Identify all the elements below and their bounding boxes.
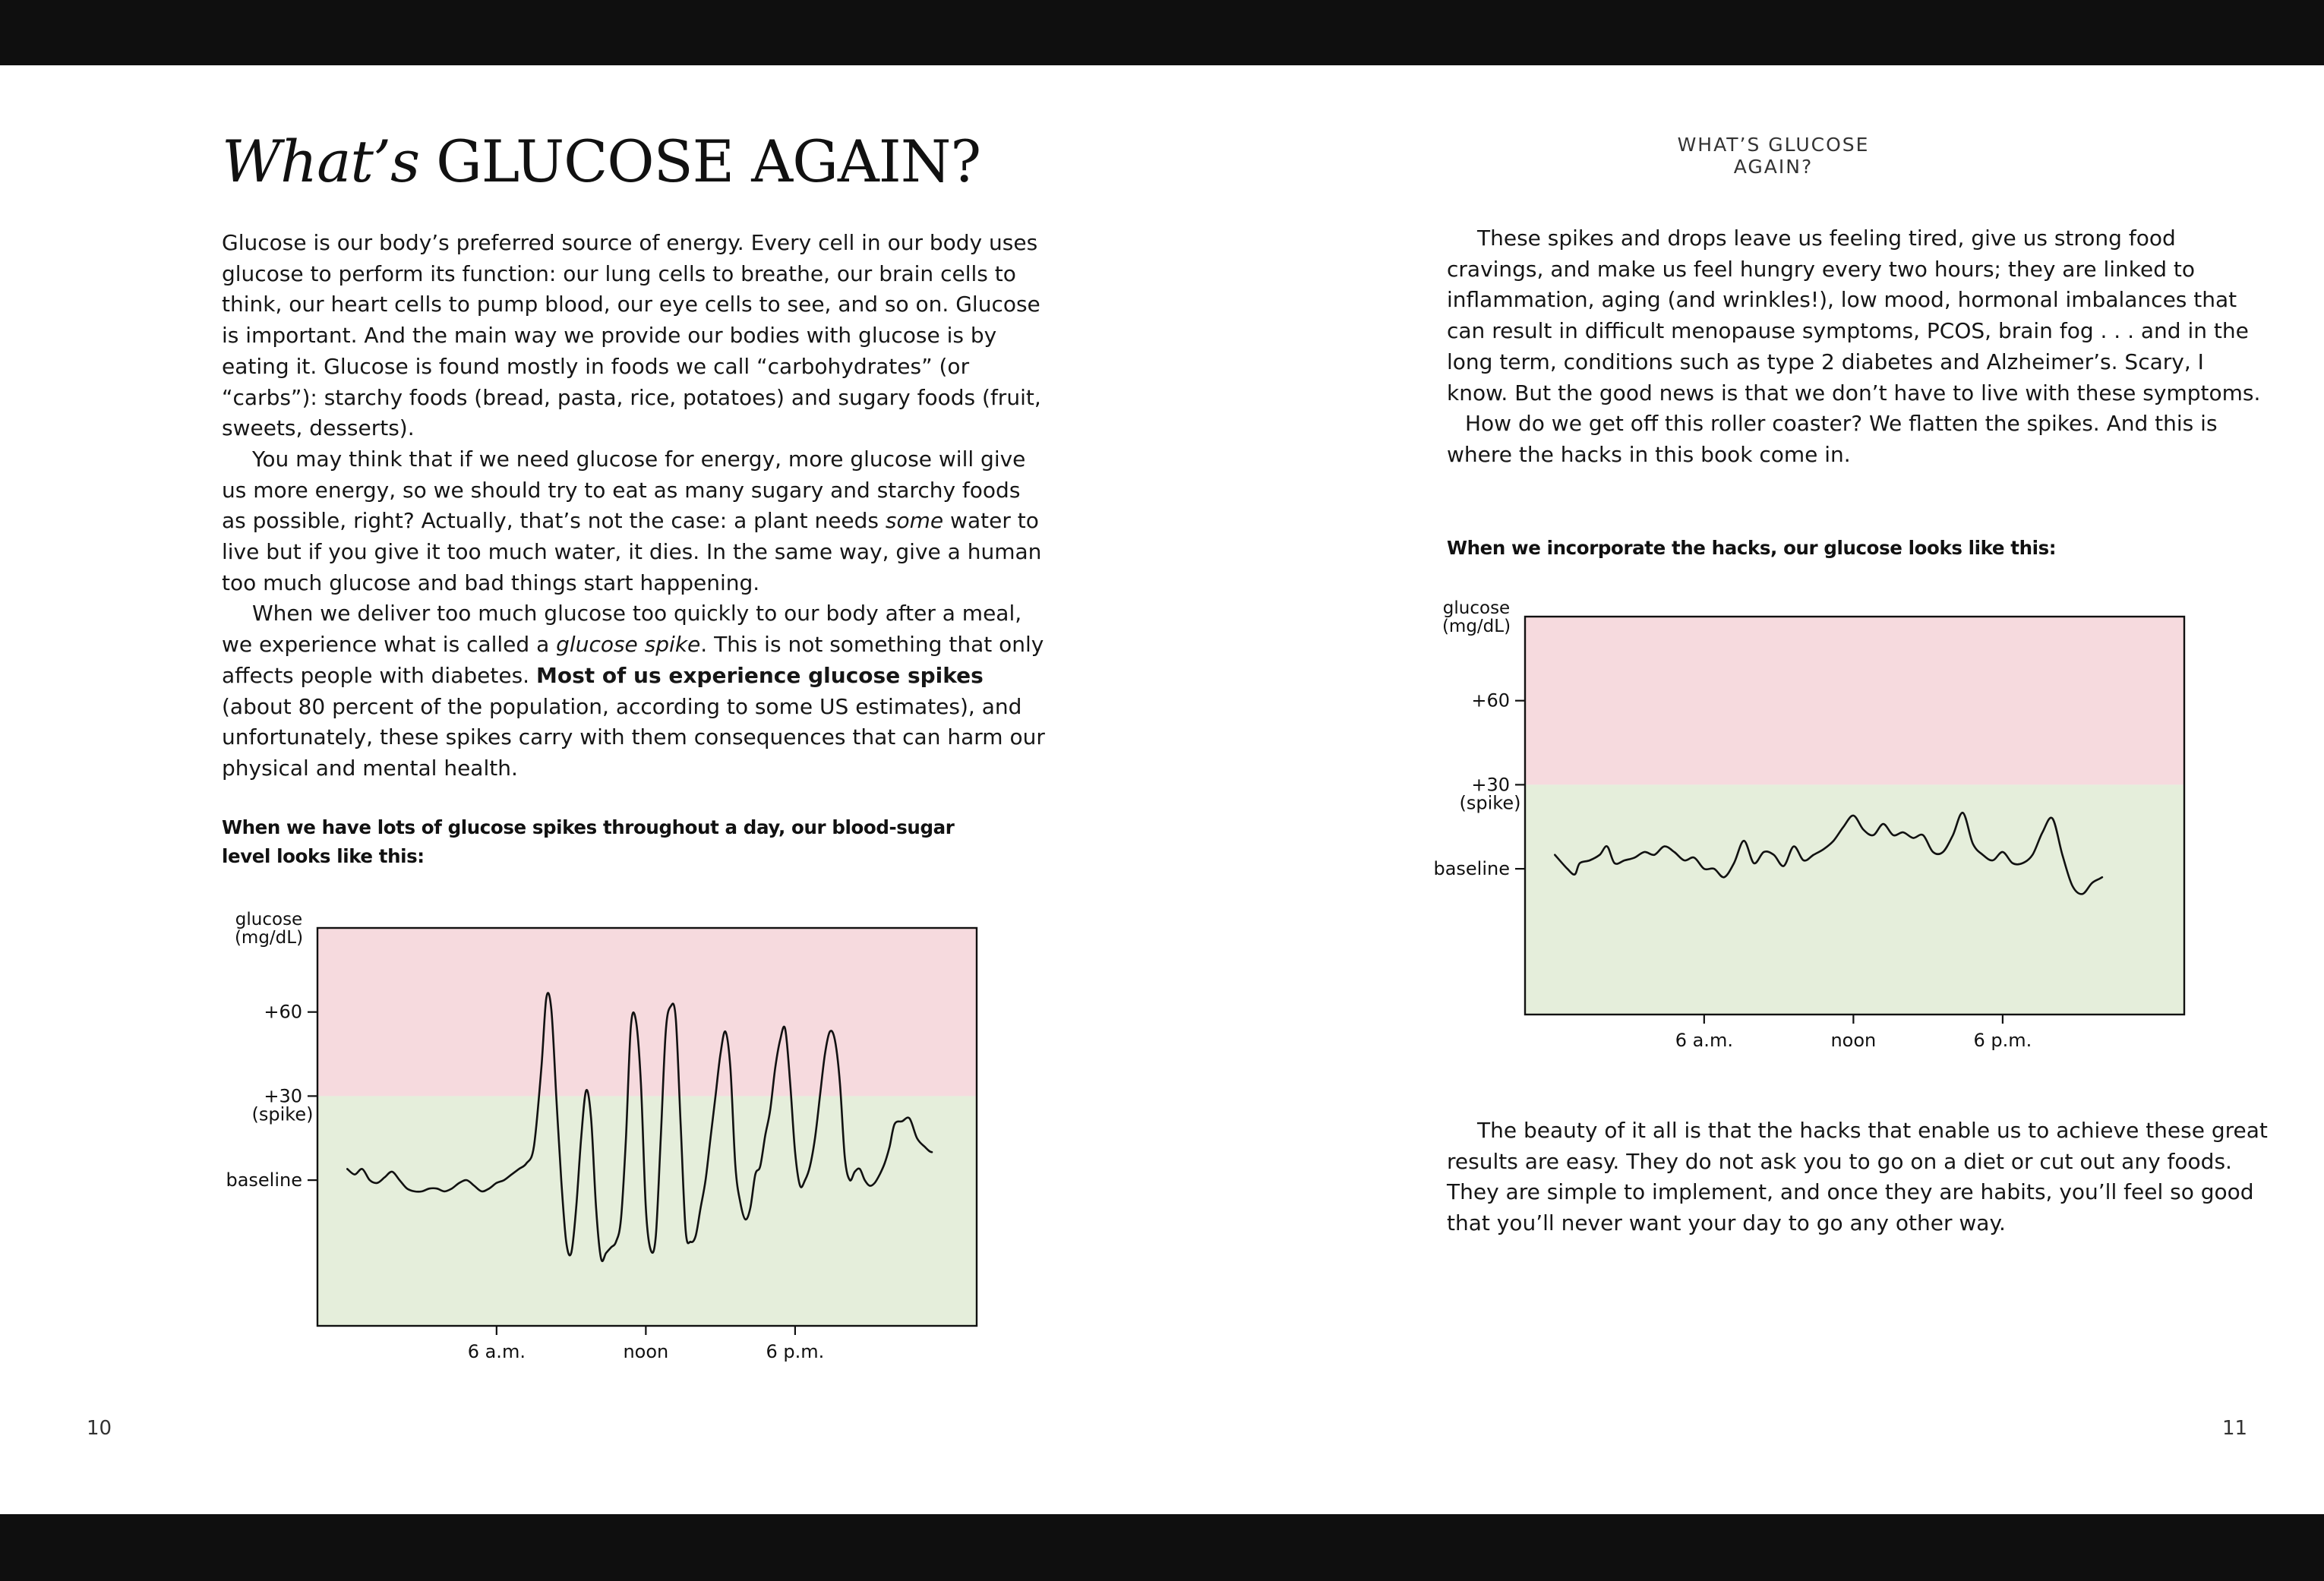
y-tick-label: +30 [1471,774,1510,796]
y-axis-label [235,910,303,948]
spike-zone-band [1525,617,2184,784]
right-body-text [1447,223,2271,471]
spike-zone-band [317,928,977,1096]
top-black-bar [0,0,2324,65]
chapter-title [222,120,980,204]
page-number: 10 [87,1417,112,1440]
flattened-glucose-chart [1428,592,2195,1056]
right-bottom-text [1447,1116,2271,1239]
paragraph: These spikes and drops leave us feeling tired, give us strong food cravings, and make us feel hungry every two hours; they are linked to inflammation, aging (and wrinkles!), low mood, hormonal imbalances that can result in difficult menopause symptoms, PCOS, brain fog . . . and in the long term, conditions such as type 2 diabetes and Alzheimer’s. Scary, I know. But the good news is that we don’t have to live with these symptoms. [1447,226,2261,406]
page-number: 11 [2222,1417,2248,1440]
normal-zone-band [317,1096,977,1326]
x-tick-label: noon [1830,1030,1877,1051]
bottom-black-bar [0,1514,2324,1581]
chart-caption: When we have lots of glucose spikes throughout a day, our blood-sugar level looks like this: [222,816,955,867]
y-tick-sublabel: (spike) [251,1103,314,1125]
glucose-spikes-chart [220,904,987,1367]
x-tick-label: 6 a.m. [467,1341,526,1362]
chart-caption: When we incorporate the hacks, our glucose looks like this: [1447,537,2057,559]
y-tick-label: +30 [264,1085,302,1107]
paragraph: When we deliver too much glucose too quickly to our body after a meal, we experience what is called a glucose spike. This is not something that only affects people with diabetes. Most of us experience glucose spikes (about 80 percent of the population, according to some US estimates), and unfortunately, these spikes carry with them consequences that can harm our physical and mental health. [222,601,1045,781]
y-axis-label-line: glucose [235,910,303,929]
y-axis-label-line: glucose [1442,598,1511,618]
y-axis-label [1442,598,1511,636]
left-body-text [222,228,1050,784]
y-tick-label: baseline [1433,858,1510,880]
normal-zone-band [1525,784,2184,1015]
paragraph: The beauty of it all is that the hacks that enable us to achieve these great results are easy. They do not ask you to go on a diet or cut out any foods. They are simple to implement, and once they are habits, you’ll feel so good that you’ll never want your day to go any other way. [1447,1118,2268,1236]
x-tick-label: noon [623,1341,669,1362]
x-tick-label: 6 p.m. [1973,1030,2032,1051]
chapter-title-caps: GLUCOSE AGAIN? [436,128,981,195]
y-tick-label: +60 [264,1001,302,1023]
y-tick-label: +60 [1471,690,1510,712]
paragraph: How do we get off this roller coaster? We flatten the spikes. And this is where the hacks in this book come in. [1447,411,2218,467]
paragraph: You may think that if we need glucose for energy, more glucose will give us more energy, so we should try to eat as many sugary and starchy foods as possible, right? Actually, that’s not the case: a plant needs some water to live but if you give it too much water, it dies. In the same way, give a human too much glucose and bad things start happening. [222,446,1042,595]
x-tick-label: 6 p.m. [766,1341,825,1362]
y-tick-sublabel: (spike) [1459,792,1521,814]
x-tick-label: 6 a.m. [1675,1030,1733,1051]
y-tick-label: baseline [226,1169,302,1191]
y-axis-label-line: (mg/dL) [1441,617,1511,636]
paragraph: Glucose is our body’s preferred source of energy. Every cell in our body uses glucose to perform its function: our lung cells to breathe, our brain cells to think, our heart cells to pump blood, our eye cells to see, and so on. Glucose is important. And the main way we provide our bodies with glucose is by eating it. Glucose is found mostly in foods we call “carbohydrates” (or “carbs”): starchy foods (bread, pasta, rice, potatoes) and sugary foods (fruit, sweets, desserts). [222,230,1041,441]
running-head: WHAT’S GLUCOSE AGAIN? [1677,134,1870,178]
y-axis-label-line: (mg/dL) [234,928,304,948]
chapter-title-italic: What’s [222,128,420,195]
